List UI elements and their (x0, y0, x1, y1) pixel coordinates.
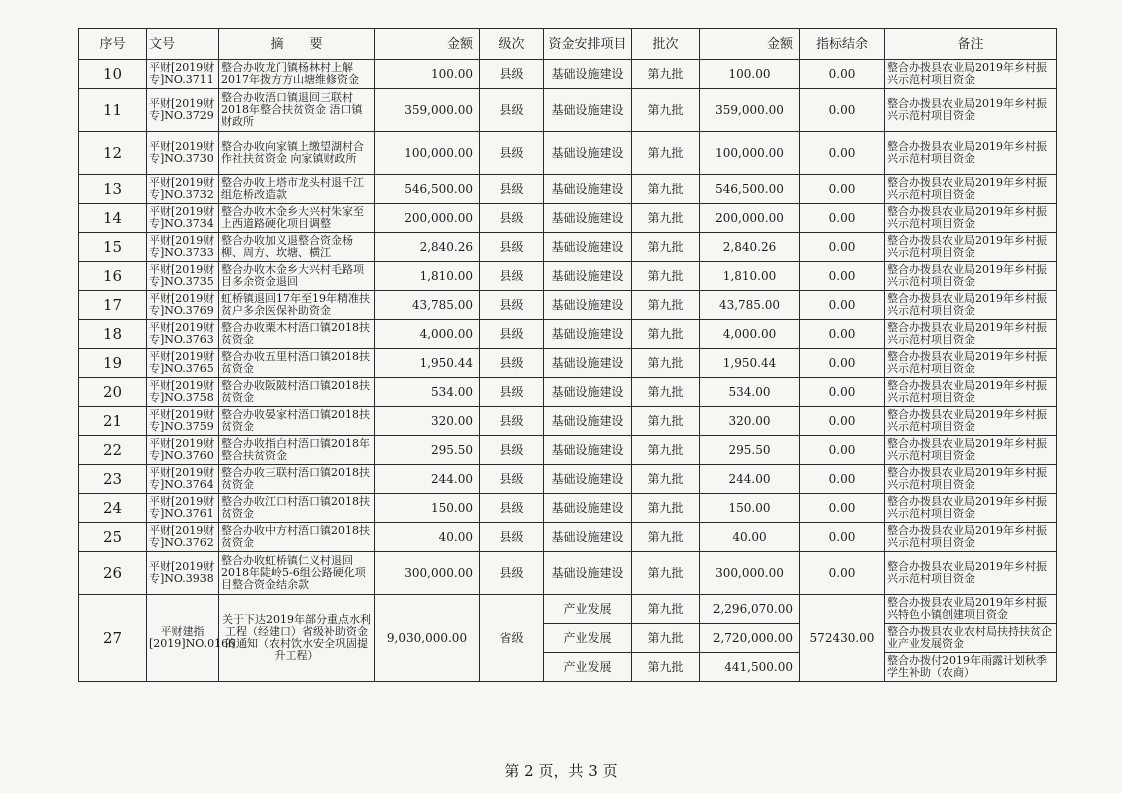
cell-project: 基础设施建设 (544, 60, 632, 89)
cell-remaining: 0.00 (800, 436, 885, 465)
cell-project: 产业发展 (544, 624, 632, 653)
cell-doc-no: 平财[2019财专]NO.3734 (147, 204, 219, 233)
header-level: 级次 (480, 29, 544, 60)
cell-note: 整合办拨县农业农村局扶持扶贫企业产业发展资金 (885, 624, 1057, 653)
cell-seq: 22 (79, 436, 147, 465)
cell-amount: 2,840.26 (375, 233, 480, 262)
cell-batch: 第九批 (632, 233, 700, 262)
cell-doc-no: 平财[2019财专]NO.3711 (147, 60, 219, 89)
cell-project: 基础设施建设 (544, 233, 632, 262)
cell-remaining: 572430.00 (800, 595, 885, 682)
cell-level: 县级 (480, 262, 544, 291)
cell-summary: 整合办收木金乡大兴村毛路项目多余资金退回 (219, 262, 375, 291)
cell-level: 县级 (480, 291, 544, 320)
cell-doc-no: 平财[2019财专]NO.3758 (147, 378, 219, 407)
cell-batch: 第九批 (632, 291, 700, 320)
cell-note: 整合办拨县农业局2019年乡村振兴示范村项目资金 (885, 407, 1057, 436)
cell-level: 省级 (480, 595, 544, 682)
cell-note: 整合办拨县农业局2019年乡村振兴示范村项目资金 (885, 378, 1057, 407)
table-row (79, 204, 1057, 233)
cell-amount: 43,785.00 (375, 291, 480, 320)
cell-remaining: 0.00 (800, 349, 885, 378)
cell-level: 县级 (480, 89, 544, 132)
cell-amount: 320.00 (375, 407, 480, 436)
cell-note: 整合办拨付2019年雨露计划秋季学生补助（农商） (885, 653, 1057, 682)
cell-amount2: 441,500.00 (700, 653, 800, 682)
cell-seq: 25 (79, 523, 147, 552)
cell-project: 基础设施建设 (544, 378, 632, 407)
cell-remaining: 0.00 (800, 291, 885, 320)
table-row (79, 494, 1057, 523)
cell-amount2: 359,000.00 (700, 89, 800, 132)
header-seq: 序号 (79, 29, 147, 60)
cell-batch: 第九批 (632, 595, 700, 624)
cell-summary: 整合办收虹桥镇仁义村退回2018年陡岭5-6组公路硬化项目整合资金结余款 (219, 552, 375, 595)
cell-summary: 整合办收江口村浯口镇2018扶贫资金 (219, 494, 375, 523)
cell-amount: 4,000.00 (375, 320, 480, 349)
table-row (79, 523, 1057, 552)
cell-doc-no: 平财[2019财专]NO.3765 (147, 349, 219, 378)
header-row (79, 29, 1057, 60)
header-project: 资金安排项目 (544, 29, 632, 60)
cell-seq: 11 (79, 89, 147, 132)
cell-amount: 100,000.00 (375, 132, 480, 175)
table-row (79, 552, 1057, 595)
cell-remaining: 0.00 (800, 89, 885, 132)
table-row (79, 349, 1057, 378)
cell-doc-no: 平财[2019财专]NO.3729 (147, 89, 219, 132)
cell-note: 整合办拨县农业局2019年乡村振兴示范村项目资金 (885, 494, 1057, 523)
cell-note: 整合办拨县农业局2019年乡村振兴示范村项目资金 (885, 132, 1057, 175)
cell-batch: 第九批 (632, 204, 700, 233)
cell-note: 整合办拨县农业局2019年乡村振兴示范村项目资金 (885, 233, 1057, 262)
cell-remaining: 0.00 (800, 233, 885, 262)
page-footer: 第 2 页，共 3 页 (504, 762, 618, 780)
cell-amount2: 1,810.00 (700, 262, 800, 291)
cell-level: 县级 (480, 465, 544, 494)
header-summary: 摘 要 (219, 29, 375, 60)
cell-doc-no: 平财[2019财专]NO.3761 (147, 494, 219, 523)
cell-doc-no: 平财[2019财专]NO.3762 (147, 523, 219, 552)
cell-amount: 244.00 (375, 465, 480, 494)
cell-note: 整合办拨县农业局2019年乡村振兴示范村项目资金 (885, 60, 1057, 89)
cell-level: 县级 (480, 320, 544, 349)
cell-doc-no: 平财[2019财专]NO.3763 (147, 320, 219, 349)
cell-amount2: 43,785.00 (700, 291, 800, 320)
cell-summary: 整合办收中方村浯口镇2018扶贫资金 (219, 523, 375, 552)
cell-project: 基础设施建设 (544, 291, 632, 320)
cell-amount: 150.00 (375, 494, 480, 523)
cell-seq: 20 (79, 378, 147, 407)
cell-batch: 第九批 (632, 89, 700, 132)
cell-amount: 534.00 (375, 378, 480, 407)
cell-remaining: 0.00 (800, 494, 885, 523)
cell-remaining: 0.00 (800, 465, 885, 494)
cell-level: 县级 (480, 204, 544, 233)
cell-seq: 16 (79, 262, 147, 291)
cell-note: 整合办拨县农业局2019年乡村振兴示范村项目资金 (885, 291, 1057, 320)
cell-project: 基础设施建设 (544, 132, 632, 175)
cell-batch: 第九批 (632, 132, 700, 175)
cell-batch: 第九批 (632, 465, 700, 494)
cell-remaining: 0.00 (800, 378, 885, 407)
cell-note: 整合办拨县农业局2019年乡村振兴示范村项目资金 (885, 175, 1057, 204)
table-row (79, 262, 1057, 291)
cell-seq: 17 (79, 291, 147, 320)
cell-amount2: 200,000.00 (700, 204, 800, 233)
cell-amount2: 2,296,070.00 (700, 595, 800, 624)
cell-level: 县级 (480, 436, 544, 465)
cell-amount: 9,030,000.00 (375, 595, 480, 682)
cell-remaining: 0.00 (800, 552, 885, 595)
cell-amount2: 2,720,000.00 (700, 624, 800, 653)
cell-note: 整合办拨县农业局2019年乡村振兴示范村项目资金 (885, 89, 1057, 132)
table-row (79, 89, 1057, 132)
cell-batch: 第九批 (632, 378, 700, 407)
cell-amount: 1,950.44 (375, 349, 480, 378)
cell-amount: 546,500.00 (375, 175, 480, 204)
cell-doc-no: 平财[2019财专]NO.3760 (147, 436, 219, 465)
cell-batch: 第九批 (632, 320, 700, 349)
cell-doc-no: 平财[2019财专]NO.3764 (147, 465, 219, 494)
cell-note: 整合办拨县农业局2019年乡村振兴示范村项目资金 (885, 320, 1057, 349)
header-doc-no: 文号 (147, 29, 219, 60)
cell-remaining: 0.00 (800, 175, 885, 204)
table-row (79, 465, 1057, 494)
cell-summary: 整合办收浯口镇退回三联村2018年整合扶贫资金 浯口镇财政所 (219, 89, 375, 132)
cell-batch: 第九批 (632, 436, 700, 465)
cell-doc-no: 平财[2019财专]NO.3732 (147, 175, 219, 204)
cell-summary: 整合办收晏家村浯口镇2018扶贫资金 (219, 407, 375, 436)
cell-amount2: 300,000.00 (700, 552, 800, 595)
cell-summary: 整合办收加义退整合资金杨柳、周方、坎塘、横江 (219, 233, 375, 262)
cell-amount2: 295.50 (700, 436, 800, 465)
cell-batch: 第九批 (632, 175, 700, 204)
cell-seq: 18 (79, 320, 147, 349)
cell-seq: 13 (79, 175, 147, 204)
table-row (79, 132, 1057, 175)
cell-note: 整合办拨县农业局2019年乡村振兴示范村项目资金 (885, 262, 1057, 291)
cell-batch: 第九批 (632, 494, 700, 523)
cell-batch: 第九批 (632, 349, 700, 378)
cell-project: 基础设施建设 (544, 407, 632, 436)
cell-note: 整合办拨县农业局2019年乡村振兴示范村项目资金 (885, 552, 1057, 595)
cell-seq: 14 (79, 204, 147, 233)
cell-summary: 整合办收栗木村浯口镇2018扶贫资金 (219, 320, 375, 349)
cell-doc-no: 平财[2019财专]NO.3733 (147, 233, 219, 262)
cell-remaining: 0.00 (800, 262, 885, 291)
cell-amount2: 40.00 (700, 523, 800, 552)
cell-remaining: 0.00 (800, 60, 885, 89)
cell-level: 县级 (480, 349, 544, 378)
cell-amount: 100.00 (375, 60, 480, 89)
cell-summary: 整合办收三联村浯口镇2018扶贫资金 (219, 465, 375, 494)
cell-amount2: 2,840.26 (700, 233, 800, 262)
cell-note: 整合办拨县农业局2019年乡村振兴特色小镇创建项目资金 (885, 595, 1057, 624)
header-amount: 金额 (375, 29, 480, 60)
fund-table (78, 28, 1057, 682)
cell-level: 县级 (480, 60, 544, 89)
cell-amount: 359,000.00 (375, 89, 480, 132)
cell-project: 基础设施建设 (544, 494, 632, 523)
cell-level: 县级 (480, 523, 544, 552)
cell-summary: 整合办收上塔市龙头村退千江组危桥改造款 (219, 175, 375, 204)
cell-project: 基础设施建设 (544, 204, 632, 233)
header-batch: 批次 (632, 29, 700, 60)
cell-doc-no: 平财[2019财专]NO.3735 (147, 262, 219, 291)
cell-remaining: 0.00 (800, 204, 885, 233)
cell-remaining: 0.00 (800, 523, 885, 552)
table-row (79, 60, 1057, 89)
cell-level: 县级 (480, 494, 544, 523)
cell-project: 基础设施建设 (544, 262, 632, 291)
table-row (79, 291, 1057, 320)
header-note: 备注 (885, 29, 1057, 60)
cell-project: 基础设施建设 (544, 349, 632, 378)
cell-summary: 整合办收五里村浯口镇2018扶贫资金 (219, 349, 375, 378)
cell-doc-no: 平财[2019财专]NO.3938 (147, 552, 219, 595)
cell-batch: 第九批 (632, 624, 700, 653)
table-row (79, 595, 1057, 624)
cell-amount: 200,000.00 (375, 204, 480, 233)
cell-remaining: 0.00 (800, 132, 885, 175)
cell-remaining: 0.00 (800, 407, 885, 436)
cell-batch: 第九批 (632, 407, 700, 436)
table-row (79, 436, 1057, 465)
cell-level: 县级 (480, 552, 544, 595)
cell-project: 产业发展 (544, 595, 632, 624)
cell-batch: 第九批 (632, 523, 700, 552)
cell-note: 整合办拨县农业局2019年乡村振兴示范村项目资金 (885, 204, 1057, 233)
cell-seq: 24 (79, 494, 147, 523)
cell-summary: 整合办收阪陂村浯口镇2018扶贫资金 (219, 378, 375, 407)
table-row (79, 378, 1057, 407)
table-row (79, 175, 1057, 204)
cell-amount: 300,000.00 (375, 552, 480, 595)
cell-seq: 19 (79, 349, 147, 378)
cell-doc-no: 平财[2019财专]NO.3769 (147, 291, 219, 320)
cell-project: 基础设施建设 (544, 436, 632, 465)
cell-seq: 10 (79, 60, 147, 89)
cell-amount2: 534.00 (700, 378, 800, 407)
cell-amount2: 1,950.44 (700, 349, 800, 378)
cell-project: 基础设施建设 (544, 465, 632, 494)
cell-doc-no: 平财[2019财专]NO.3759 (147, 407, 219, 436)
cell-seq: 21 (79, 407, 147, 436)
document-page (78, 28, 1056, 682)
cell-project: 基础设施建设 (544, 552, 632, 595)
cell-amount2: 150.00 (700, 494, 800, 523)
header-amount2: 金额 (700, 29, 800, 60)
cell-amount: 295.50 (375, 436, 480, 465)
cell-batch: 第九批 (632, 262, 700, 291)
table-row (79, 407, 1057, 436)
cell-note: 整合办拨县农业局2019年乡村振兴示范村项目资金 (885, 436, 1057, 465)
cell-batch: 第九批 (632, 60, 700, 89)
cell-project: 产业发展 (544, 653, 632, 682)
cell-summary: 关于下达2019年部分重点水利工程（经建口）省级补助资金的通知（农村饮水安全巩固提升工程） (219, 595, 375, 682)
cell-amount2: 244.00 (700, 465, 800, 494)
cell-level: 县级 (480, 175, 544, 204)
cell-seq: 12 (79, 132, 147, 175)
cell-amount2: 546,500.00 (700, 175, 800, 204)
cell-amount2: 320.00 (700, 407, 800, 436)
table-row (79, 233, 1057, 262)
cell-project: 基础设施建设 (544, 320, 632, 349)
cell-summary: 整合办收龙门镇杨林村上解2017年拨方方山塘维修资金 (219, 60, 375, 89)
cell-note: 整合办拨县农业局2019年乡村振兴示范村项目资金 (885, 465, 1057, 494)
cell-level: 县级 (480, 407, 544, 436)
cell-amount: 40.00 (375, 523, 480, 552)
cell-doc-no: 平财建指[2019]NO.0166 (147, 595, 219, 682)
cell-remaining: 0.00 (800, 320, 885, 349)
cell-project: 基础设施建设 (544, 89, 632, 132)
header-remaining: 指标结余 (800, 29, 885, 60)
cell-project: 基础设施建设 (544, 175, 632, 204)
cell-note: 整合办拨县农业局2019年乡村振兴示范村项目资金 (885, 523, 1057, 552)
cell-summary: 虹桥镇退回17年至19年精准扶贫户多余医保补助资金 (219, 291, 375, 320)
cell-seq: 27 (79, 595, 147, 682)
cell-seq: 26 (79, 552, 147, 595)
cell-project: 基础设施建设 (544, 523, 632, 552)
cell-doc-no: 平财[2019财专]NO.3730 (147, 132, 219, 175)
cell-seq: 23 (79, 465, 147, 494)
cell-seq: 15 (79, 233, 147, 262)
cell-batch: 第九批 (632, 552, 700, 595)
cell-level: 县级 (480, 378, 544, 407)
cell-summary: 整合办收指白村浯口镇2018年整合扶贫资金 (219, 436, 375, 465)
cell-amount2: 100.00 (700, 60, 800, 89)
cell-amount2: 4,000.00 (700, 320, 800, 349)
cell-amount2: 100,000.00 (700, 132, 800, 175)
table-row (79, 320, 1057, 349)
cell-level: 县级 (480, 132, 544, 175)
cell-note: 整合办拨县农业局2019年乡村振兴示范村项目资金 (885, 349, 1057, 378)
cell-summary: 整合办收木金乡大兴村朱家至上西道路硬化项目调整 (219, 204, 375, 233)
cell-amount: 1,810.00 (375, 262, 480, 291)
cell-summary: 整合办收向家镇上缴望湖村合作社扶贫资金 向家镇财政所 (219, 132, 375, 175)
cell-batch: 第九批 (632, 653, 700, 682)
cell-level: 县级 (480, 233, 544, 262)
